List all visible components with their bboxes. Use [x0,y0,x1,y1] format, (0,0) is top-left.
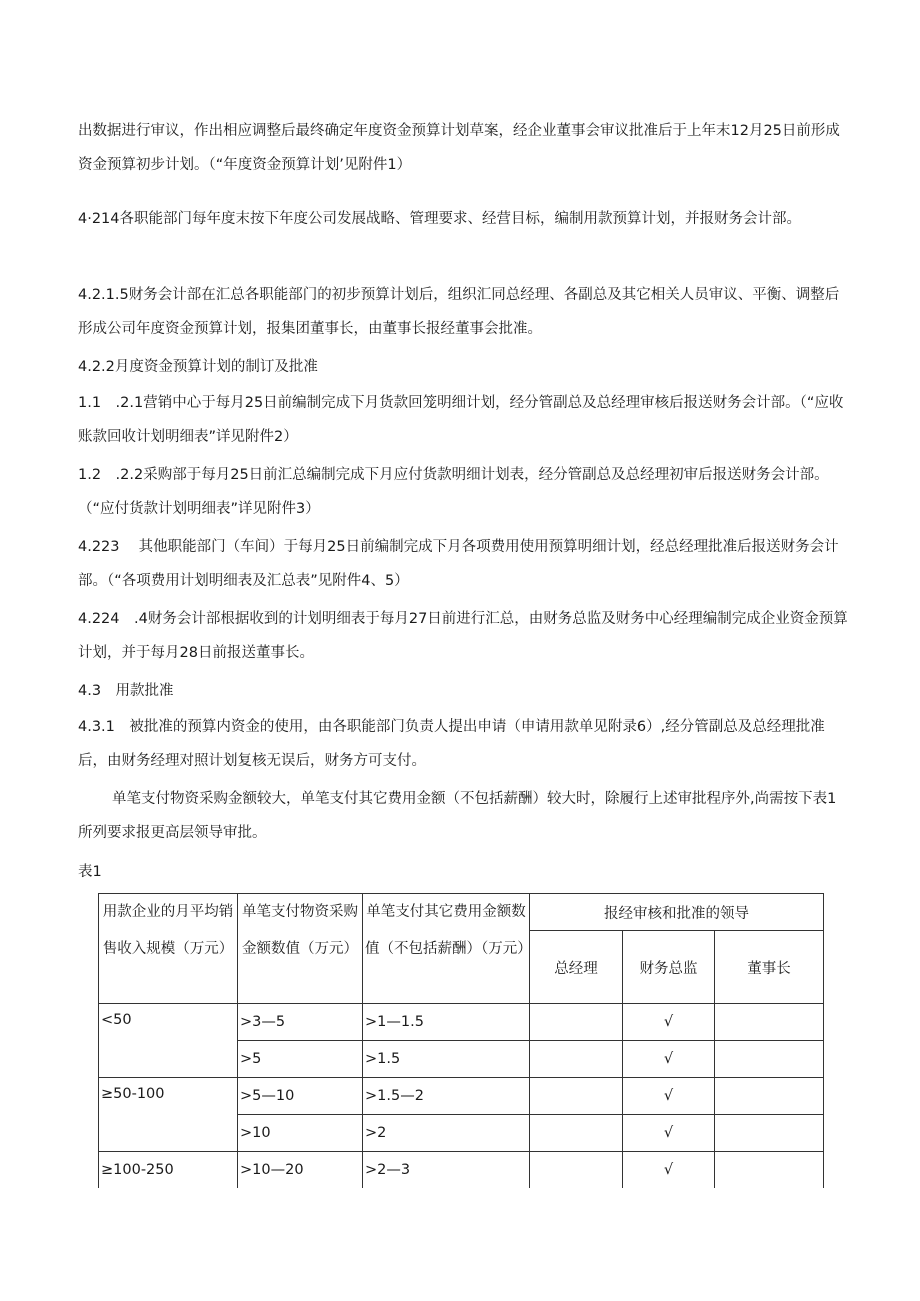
cell-material: >5—10 [238,1078,363,1115]
cell-cfo-check: √ [623,1004,715,1041]
cell-material: >10—20 [238,1152,363,1189]
cell-chairman [715,1078,824,1115]
cell-gm [530,1078,623,1115]
paragraph-continued-annual-plan: 出数据进行审议，作出相应调整后最终确定年度资金预算计划草案，经企业董事会审议批准后于上年末12月25日前形成资金预算初步计划。（“年度资金预算计划’见附件1） [78,123,840,173]
cell-cfo-check: √ [623,1115,715,1152]
paragraph-1-1: 1.1 .2.1营销中心于每月25日前编制完成下月货款回笼明细计划，经分管副总及总经理审核后报送财务会计部。（“应收账款回收计划明细表”详见附件2） [78,395,844,445]
cell-material: >5 [238,1041,363,1078]
paragraph-4-2-2-3: 4.223 其他职能部门（车间）于每月25日前编制完成下月各项费用使用预算明细计划，经总经理批准后报送财务会计部。（“各项费用计划明细表及汇总表”见附件4、5） [78,539,839,589]
cell-cfo-check: √ [623,1078,715,1115]
cell-other: >2 [363,1115,530,1152]
table-row [99,1152,824,1189]
cell-other: >2—3 [363,1152,530,1189]
paragraph-4-2-1-5: 4.2.1.5财务会计部在汇总各职能部门的初步预算计划后，组织汇同总经理、各副总及其它相关人员审议、平衡、调整后形成公司年度资金预算计划，报集团董事长，由董事长报经董事会批准。 [78,287,840,337]
table-caption: 表1 [78,864,102,880]
cell-other: >1—1.5 [363,1004,530,1041]
header-monthly-sales-scale: 用款企业的月平均销售收入规模（万元） [99,894,238,1004]
header-other-expense-payment: 单笔支付其它费用金额数值（不包括薪酬）（万元） [363,894,530,1004]
cell-gm [530,1115,623,1152]
cell-other: >1.5 [363,1041,530,1078]
heading-4-3: 4.3 用款批准 [78,683,174,699]
cell-scale: ≥100-250 [99,1152,238,1189]
cell-scale: <50 [99,1004,238,1078]
cell-gm [530,1041,623,1078]
cell-chairman [715,1041,824,1078]
heading-4-2-2: 4.2.2月度资金预算计划的制订及批准 [78,359,318,375]
header-chairman: 董事长 [715,931,824,1004]
paragraph-4-2-2-4: 4.224 .4财务会计部根据收到的计划明细表于每月27日前进行汇总，由财务总监及财务中心经理编制完成企业资金预算计划，并于每月28日前报送董事长。 [78,611,848,661]
table-row [99,1078,824,1115]
header-material-payment: 单笔支付物资采购金额数值（万元） [238,894,363,1004]
cell-gm [530,1004,623,1041]
paragraph-1-2: 1.2 .2.2采购部于每月25日前汇总编制完成下月应付货款明细计划表，经分管副总及总经理初审后报送财务会计部。（“应付货款计划明细表”详见附件3） [78,467,829,517]
header-general-manager: 总经理 [530,931,623,1004]
cell-other: >1.5—2 [363,1078,530,1115]
cell-material: >3—5 [238,1004,363,1041]
cell-gm [530,1152,623,1189]
cell-chairman [715,1152,824,1189]
header-approvers-group: 报经审核和批准的领导 [530,894,824,931]
cell-chairman [715,1004,824,1041]
header-finance-director: 财务总监 [623,931,715,1004]
cell-cfo-check: √ [623,1152,715,1189]
table-row [99,1004,824,1041]
cell-cfo-check: √ [623,1041,715,1078]
paragraph-4-2-1-4: 4·214各职能部门每年度末按下年度公司发展战略、管理要求、经营目标，编制用款预算计划，并报财务会计部。 [78,211,802,227]
cell-chairman [715,1115,824,1152]
paragraph-large-payment: 单笔支付物资采购金额较大，单笔支付其它费用金额（不包括薪酬）较大时，除履行上述审批程序外,尚需按下表1所列要求报更高层领导审批。 [78,791,837,841]
paragraph-4-3-1: 4.3.1 被批准的预算内资金的使用，由各职能部门负责人提出申请（申请用款单见附录6）,经分管副总及总经理批准后，由财务经理对照计划复核无误后，财务方可支付。 [78,719,825,769]
cell-scale: ≥50-100 [99,1078,238,1152]
cell-material: >10 [238,1115,363,1152]
approval-table [98,893,824,1188]
